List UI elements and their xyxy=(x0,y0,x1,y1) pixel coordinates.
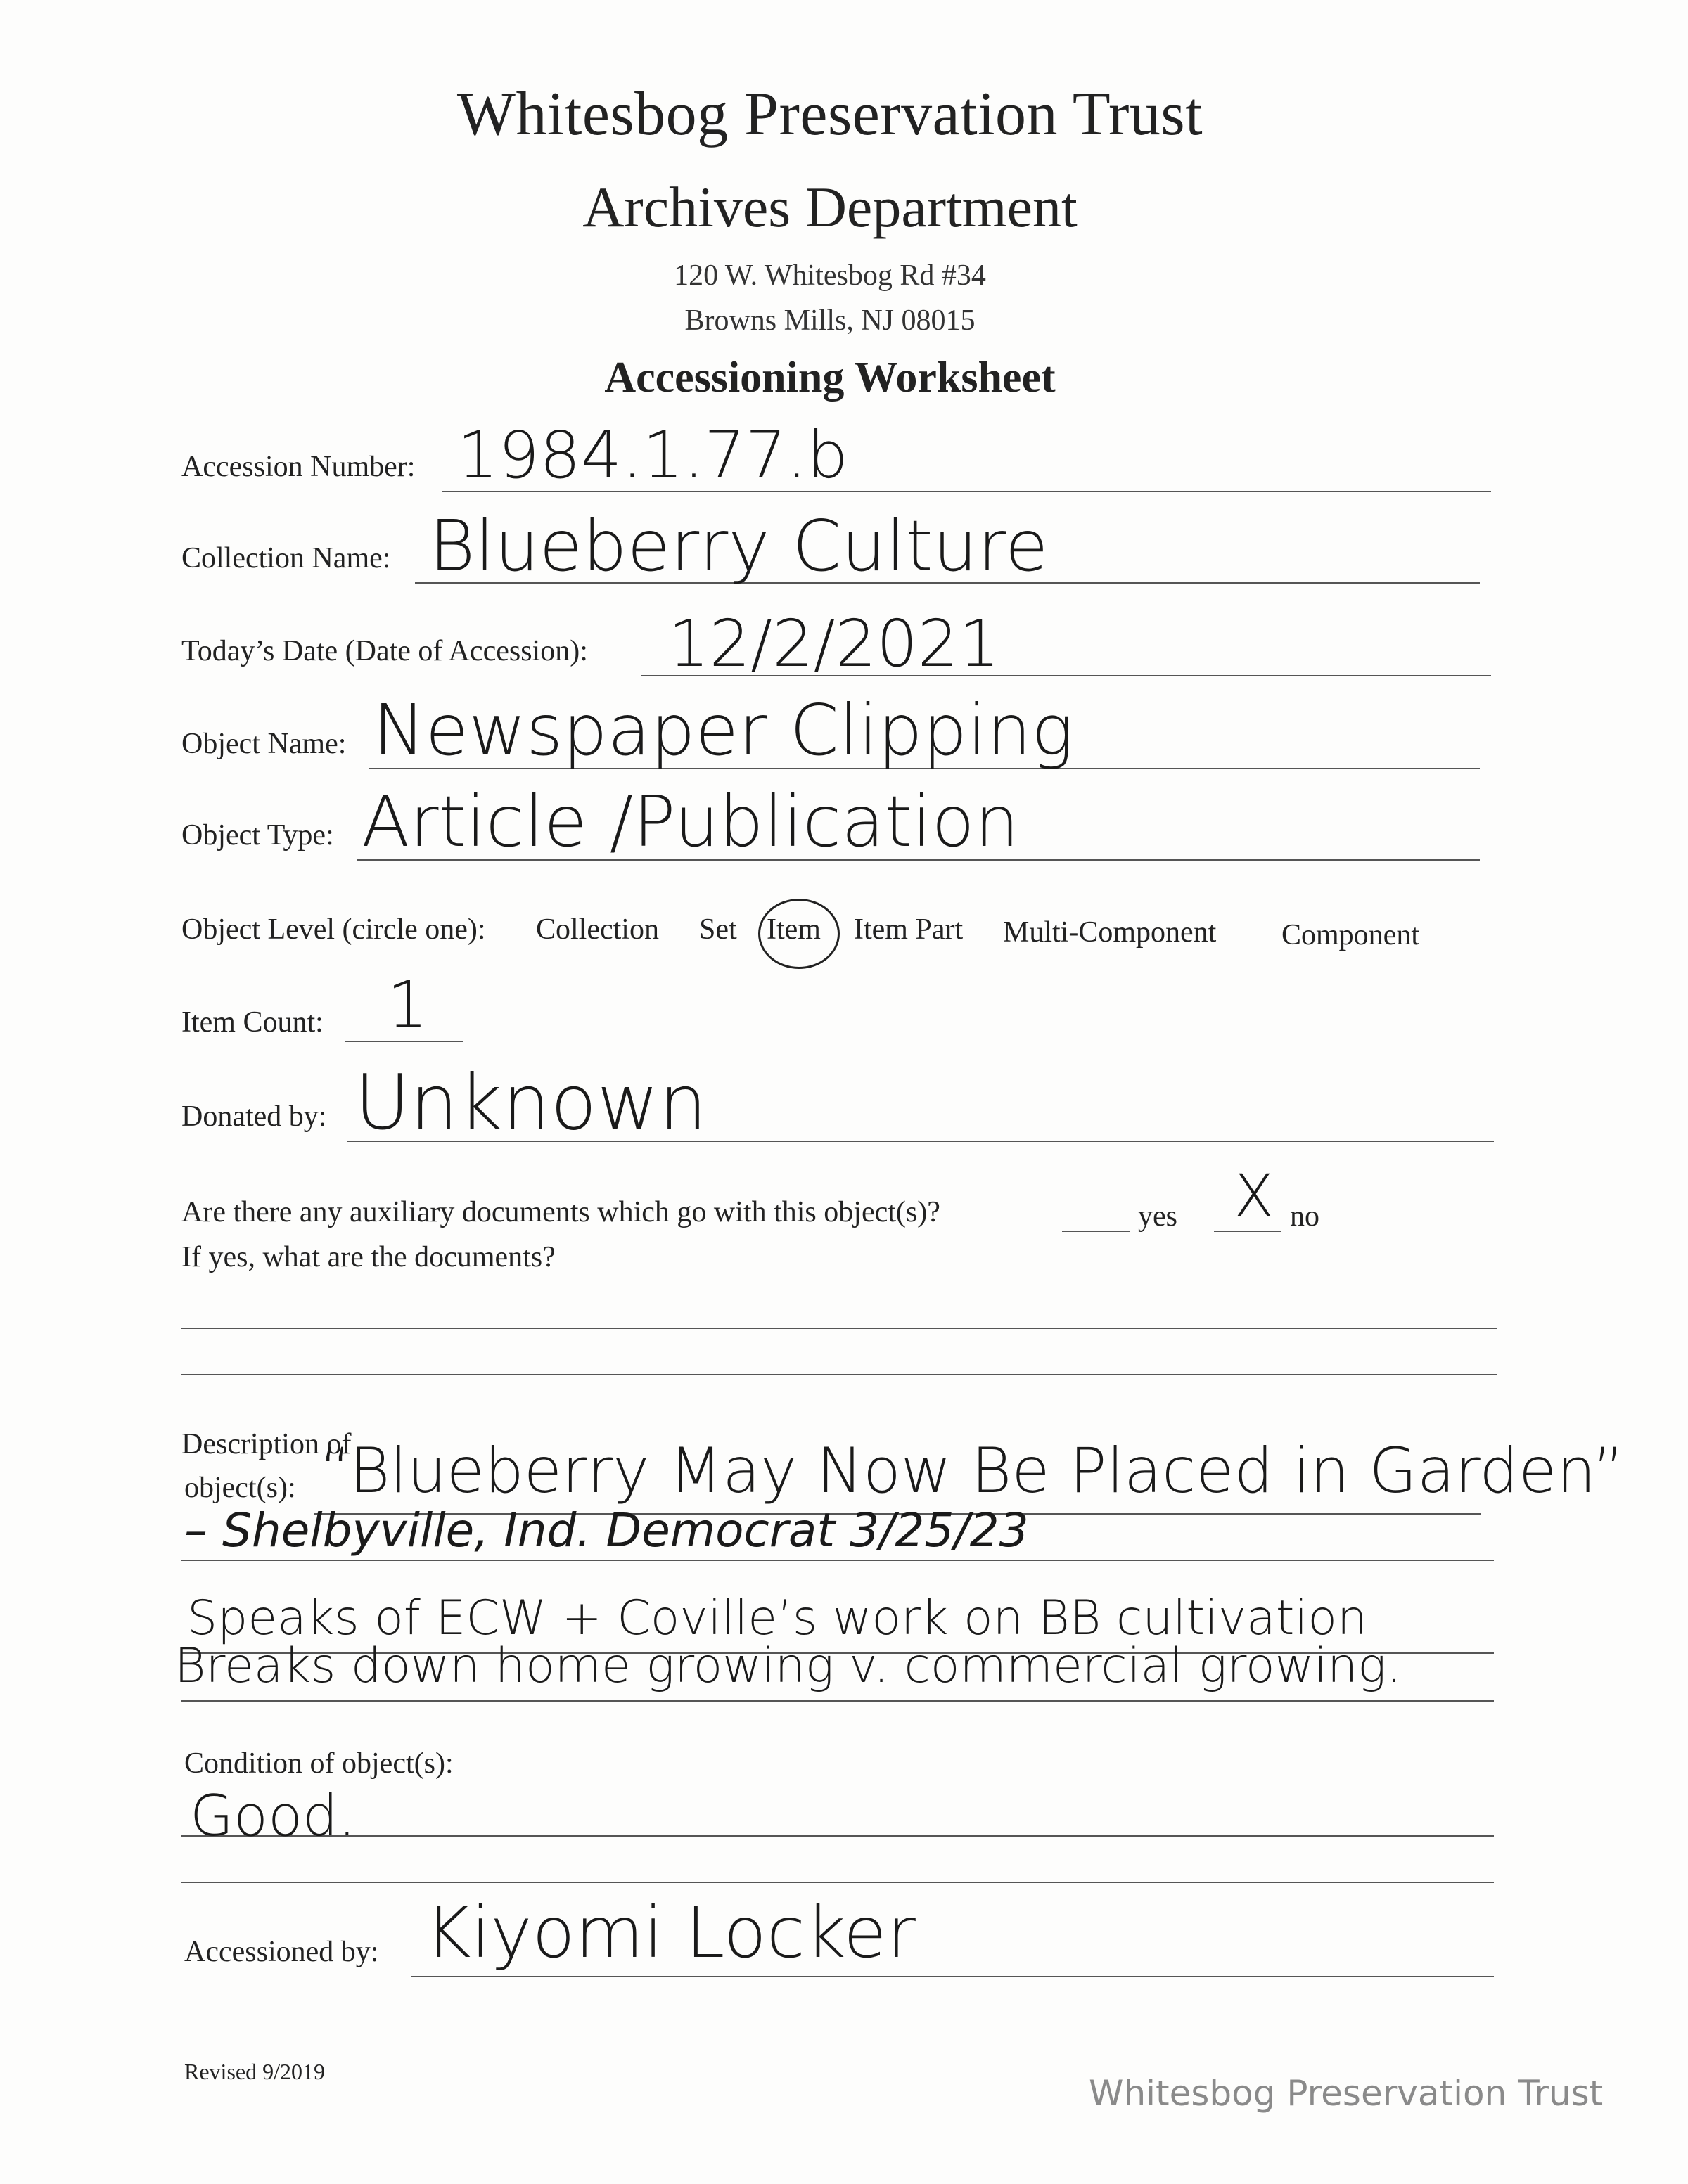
object-level-option-item-part[interactable]: Item Part xyxy=(854,913,964,946)
accession-number-value: 1984.1.77.b xyxy=(457,418,848,493)
auxiliary-no-label: no xyxy=(1290,1200,1319,1233)
donated-by-label: Donated by: xyxy=(181,1100,327,1133)
collection-name-value: Blueberry Culture xyxy=(429,505,1049,587)
object-level-option-component[interactable]: Component xyxy=(1281,919,1419,951)
auxiliary-answer-line-2 xyxy=(181,1374,1497,1375)
object-level-label: Object Level (circle one): xyxy=(181,913,486,946)
item-count-label: Item Count: xyxy=(181,1006,324,1039)
auxiliary-question: Are there any auxiliary documents which go with this object(s)? xyxy=(181,1196,940,1228)
auxiliary-answer-line-1 xyxy=(181,1328,1497,1329)
object-level-option-collection[interactable]: Collection xyxy=(536,913,659,946)
auxiliary-yes-label: yes xyxy=(1138,1200,1177,1233)
object-name-value: Newspaper Clipping xyxy=(373,689,1074,771)
object-level-option-item[interactable]: Item xyxy=(767,913,821,946)
watermark-text: Whitesbog Preservation Trust xyxy=(1089,2073,1604,2114)
auxiliary-yes-line[interactable] xyxy=(1062,1231,1130,1232)
condition-label: Condition of object(s): xyxy=(184,1747,454,1780)
donated-by-value: Unknown xyxy=(354,1059,708,1147)
department-title: Archives Department xyxy=(582,175,1078,239)
description-label-line-2: object(s): xyxy=(184,1472,296,1504)
todays-date-label: Today’s Date (Date of Accession): xyxy=(181,635,588,667)
auxiliary-no-line[interactable] xyxy=(1214,1231,1281,1232)
condition-value: Good. xyxy=(190,1783,357,1849)
item-count-value: 1 xyxy=(387,968,428,1043)
todays-date-value: 12/2/2021 xyxy=(668,606,1000,681)
description-value-line-3: Speaks of ECW + Coville’s work on BB cultivation xyxy=(187,1591,1368,1646)
accessioned-by-line xyxy=(411,1976,1494,1977)
organization-title: Whitesbog Preservation Trust xyxy=(456,80,1203,148)
description-value-line-1: “Blueberry May Now Be Placed in Garden” xyxy=(319,1434,1625,1507)
object-type-label: Object Type: xyxy=(181,819,334,852)
accessioned-by-value: Kiyomi Locker xyxy=(425,1891,916,1974)
description-label-line-1: Description of xyxy=(181,1428,352,1460)
form-title: Accessioning Worksheet xyxy=(604,354,1056,402)
condition-line-2 xyxy=(181,1882,1494,1883)
object-level-option-set[interactable]: Set xyxy=(699,913,737,946)
description-value-line-4: Breaks down home growing v. commercial growing. xyxy=(174,1638,1402,1694)
object-name-label: Object Name: xyxy=(181,728,347,760)
object-type-value: Article /Publication xyxy=(362,781,1020,863)
auxiliary-followup: If yes, what are the documents? xyxy=(181,1241,556,1273)
condition-line-1 xyxy=(181,1835,1494,1837)
auxiliary-x-mark: X xyxy=(1234,1162,1274,1231)
collection-name-label: Collection Name: xyxy=(181,542,391,574)
accessioned-by-label: Accessioned by: xyxy=(184,1936,379,1968)
address-line-1: 120 W. Whitesbog Rd #34 xyxy=(674,259,986,292)
selected-item-circle xyxy=(758,899,840,969)
description-line-2 xyxy=(181,1560,1494,1561)
accession-number-label: Accession Number: xyxy=(181,451,416,483)
address-line-2: Browns Mills, NJ 08015 xyxy=(684,304,976,337)
revised-note: Revised 9/2019 xyxy=(184,2059,325,2084)
description-line-4 xyxy=(181,1700,1494,1702)
object-level-option-multi-component[interactable]: Multi-Component xyxy=(1003,916,1217,949)
description-value-line-2: – Shelbyville, Ind. Democrat 3/25/23 xyxy=(184,1503,1029,1557)
